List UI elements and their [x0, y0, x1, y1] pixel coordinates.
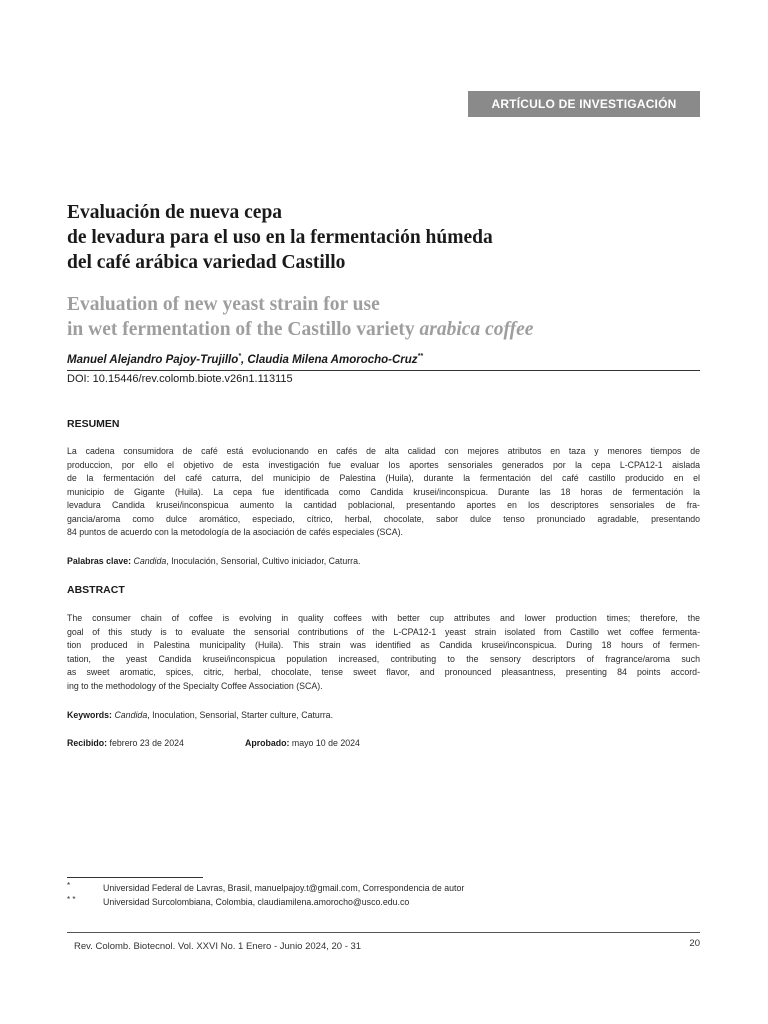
page-footer-divider	[67, 932, 700, 933]
abstract-line: tation, the yeast Candida krusei/inconspicua population increased, contributing to the sensory descriptors of fragrance/aroma such	[67, 653, 700, 664]
resumen-line: levadura Candida krusei/inconspicua aumento la cantidad poblacional, presentando aportes en los descriptores sensoriales de fra-	[67, 500, 700, 510]
palabras-clave-list: , Inoculación, Sensorial, Cultivo iniciador, Caturra.	[166, 556, 361, 566]
page-number: 20	[689, 938, 700, 949]
received-label: Recibido:	[67, 738, 108, 748]
abstract-heading: ABSTRACT	[67, 584, 125, 596]
resumen-line: gancia/aroma como dulce aromático, especiado, cítrico, herbal, chocolate, sabor dulce tenso pronunciado agradable, presentando	[67, 513, 700, 524]
resumen-line: 84 puntos de acuerdo con la metodología de la asociación de cafés especiales (SCA).	[67, 527, 403, 537]
title-en-line-2-italic: arabica coffee	[419, 319, 534, 340]
title-en-line-2-regular: in wet fermentation of the Castillo variety	[67, 319, 420, 340]
abstract-line: as sweet aromatic, spices, citric, herbal, chocolate, tense sweet flavor, and pronounced pleasantness, presenting 84 points accord-	[67, 667, 700, 677]
title-english	[67, 292, 707, 342]
approved-date	[245, 738, 360, 748]
abstract-line: goal of this study is to evaluate the sensorial contributions of the L-CPA12-1 yeast strain isolated from Castillo wet coffee fermenta-	[67, 626, 700, 637]
footnote-2-mark: * *	[67, 895, 76, 904]
abstract-line: ing to the methodology of the Specialty Coffee Association (SCA).	[67, 680, 323, 691]
footnote-1-mark: *	[67, 881, 71, 890]
received-value: febrero 23 de 2024	[109, 738, 184, 748]
title-en-line-2	[67, 317, 707, 342]
footnote-divider	[67, 877, 203, 878]
keywords-list: , Inoculation, Sensorial, Starter culture, Caturra.	[147, 710, 334, 720]
keywords-italic: Candida	[114, 710, 148, 720]
resumen-line: municipio de Gigante (Huila). La cepa fue identificada como Candida krusei/inconspicua. Durante las 18 horas de fermentación la	[67, 486, 700, 497]
resumen-line: produccion, por ello el objetivo de esta investigación fue evaluar los aportes sensoriales generados por la cepa L-CPA12-1 aislada	[67, 459, 700, 470]
section-label: ARTÍCULO DE INVESTIGACIÓN	[468, 91, 700, 117]
title-es-line-2: de levadura para el uso en la fermentación húmeda	[67, 227, 493, 248]
title-es-line-1: Evaluación de nueva cepa	[67, 202, 283, 223]
abstract-line: tion produced in Palestina municipality (Huila). This strain was identified as Candida krusei/inconspicua. During 18 hours of fermen-	[67, 640, 700, 650]
abstract-body	[67, 612, 700, 693]
resumen-body	[67, 445, 700, 540]
author-2-mark: **	[417, 353, 423, 360]
author-2: Claudia Milena Amorocho-Cruz	[247, 353, 418, 366]
palabras-clave-italic: Candida	[133, 556, 167, 566]
author-list	[67, 353, 700, 366]
author-1: Manuel Alejandro Pajoy-Trujillo	[67, 353, 239, 366]
resumen-line: de la fermentación del café caturra, del municipio de Palestina (Huila), durante la fermentación del café castillo producido en el	[67, 473, 700, 483]
title-spanish	[67, 200, 707, 275]
footnote-2-text: Universidad Surcolombiana, Colombia, claudiamilena.amorocho@usco.edu.co	[103, 897, 410, 907]
author-divider	[67, 370, 700, 371]
title-en-line-1: Evaluation of new yeast strain for use	[67, 294, 380, 315]
title-es-line-3: del café arábica variedad Castillo	[67, 252, 346, 273]
keywords-label: Keywords:	[67, 710, 112, 720]
keywords	[67, 710, 333, 720]
approved-label: Aprobado:	[245, 738, 290, 748]
journal-citation: Rev. Colomb. Biotecnol. Vol. XXVI No. 1 Enero - Junio 2024, 20 - 31	[74, 941, 362, 952]
received-date	[67, 738, 184, 748]
abstract-line: The consumer chain of coffee is evolving in quality coffees with better cup attributes and lower production times; therefore, the	[67, 613, 700, 623]
author-separator: ,	[240, 353, 248, 366]
resumen-heading: RESUMEN	[67, 418, 120, 430]
footnote-1-text: Universidad Federal de Lavras, Brasil, manuelpajoy.t@gmail.com, Correspondencia de autor	[103, 883, 465, 893]
resumen-line: La cadena consumidora de café está evolucionando en cafés de alta calidad con mejores atributos en taza y menores tiempos de	[67, 446, 700, 456]
author-1-mark: *	[238, 353, 241, 360]
palabras-clave	[67, 556, 360, 566]
article-dates	[67, 738, 360, 748]
doi-link[interactable]: DOI: 10.15446/rev.colomb.biote.v26n1.113115	[67, 373, 293, 385]
palabras-clave-label: Palabras clave:	[67, 556, 132, 566]
approved-value: mayo 10 de 2024	[291, 738, 360, 748]
